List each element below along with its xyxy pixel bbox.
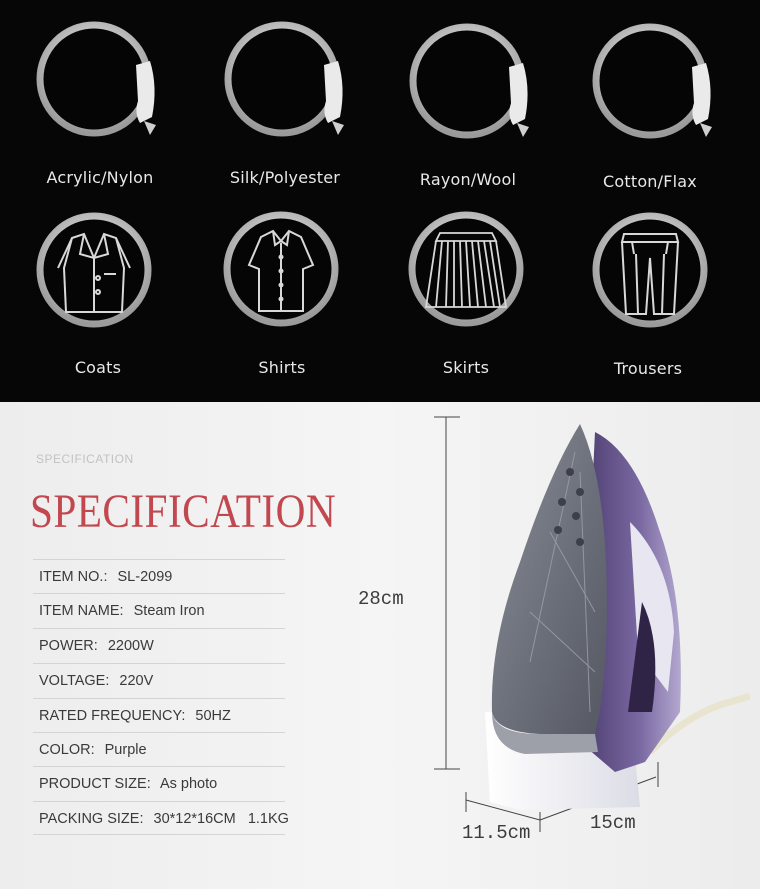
fabric-label: Acrylic/Nylon [46,168,154,187]
fabric-label: Silk/Polyester [229,168,341,187]
iron-dial-icon [32,17,160,145]
garment-label: Shirts [258,358,306,377]
spec-key: VOLTAGE: [39,673,110,689]
specification-panel [0,402,760,889]
spec-key: PACKING SIZE: [39,811,144,827]
spec-key: ITEM NO.: [39,569,108,585]
spec-value: As photo [159,776,218,792]
spec-value: 50HZ [195,708,231,724]
spec-value: Steam Iron [133,603,205,619]
iron-dial-icon [588,19,716,147]
spec-row [33,559,285,593]
fabric-label: Rayon/Wool [419,170,517,189]
spec-row [33,593,285,627]
spec-key: COLOR: [39,742,95,758]
garment-label: Trousers [613,359,683,378]
trousers-icon [588,208,716,336]
steam-iron-image [430,412,750,887]
coat-icon [32,208,160,336]
depth-dimension: 11.5cm [462,822,531,844]
spec-value: 220V [119,673,154,689]
iron-dial-icon [220,17,348,145]
garment-label: Coats [74,358,122,377]
width-dimension: 15cm [590,812,636,834]
spec-value: 2200W [107,638,154,654]
spec-row [33,732,285,766]
spec-value: Purple [104,742,147,758]
fabric-label: Cotton/Flax [603,172,697,191]
spec-value: 30*12*16CM 1.1KG [153,811,289,827]
spec-row [33,628,285,662]
spec-row [33,766,285,800]
section-kicker: SPECIFICATION [36,452,134,466]
section-title: SPECIFICATION [30,485,337,538]
spec-key: POWER: [39,638,98,654]
spec-row [33,801,289,835]
spec-row [33,663,285,697]
spec-key: ITEM NAME: [39,603,124,619]
spec-value: SL-2099 [117,569,173,585]
spec-key: PRODUCT SIZE: [39,776,151,792]
skirt-icon [404,207,532,335]
garment-label: Skirts [442,358,490,377]
shirt-icon [219,207,347,335]
spec-key: RATED FREQUENCY: [39,708,186,724]
spec-row [33,698,285,732]
iron-dial-icon [405,19,533,147]
height-dimension: 28cm [358,588,404,610]
fabric-guide-panel [0,0,760,402]
